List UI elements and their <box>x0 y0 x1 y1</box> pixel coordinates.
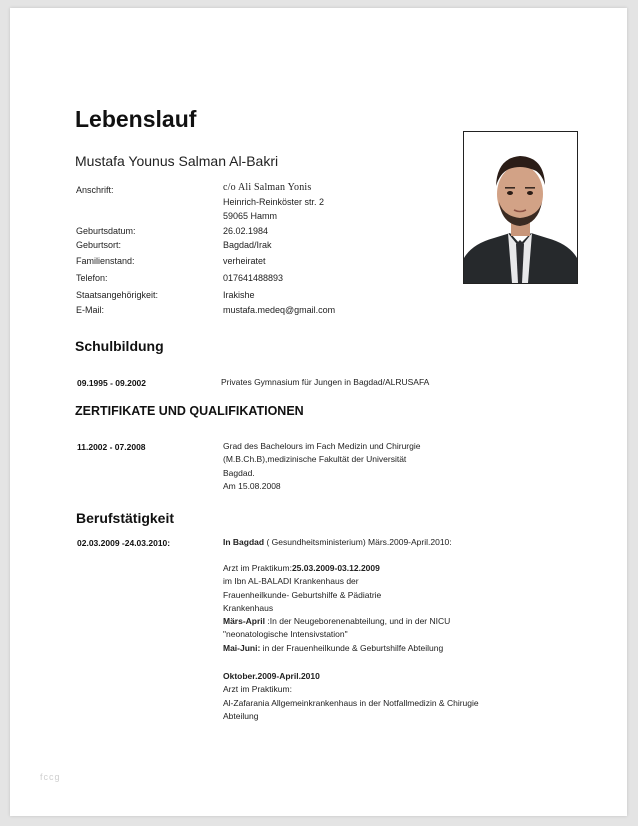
beruf-block-1 <box>223 562 450 655</box>
zertifikate-line: Am 15.08.2008 <box>223 480 281 491</box>
nationality-label: Staatsangehörigkeit: <box>76 290 159 300</box>
email-value: mustafa.medeq@gmail.com <box>223 305 336 315</box>
beruf-date: 02.03.2009 -24.03.2010: <box>77 538 171 548</box>
mai-text: in der Frauenheilkunde & Geburtshilfe Abteilung <box>260 642 444 653</box>
portrait-image <box>464 132 577 283</box>
section-heading-zertifikate: ZERTIFIKATE UND QUALIFIKATIONEN <box>75 404 304 418</box>
beruf-line: Krankenhaus <box>223 602 274 613</box>
beruf-intro-rest: ( Gesundheitsministerium) Märs.2009-April.2010: <box>264 537 452 547</box>
phone-value: 017641488893 <box>223 273 284 283</box>
address-line-3: 59065 Hamm <box>223 211 278 221</box>
birthplace-label: Geburtsort: <box>76 240 122 250</box>
beruf-line: Arzt im Praktikum: <box>223 684 292 695</box>
address-line-1: c/o Ali Salman Yonis <box>223 182 312 193</box>
cv-page <box>10 8 627 816</box>
applicant-photo <box>463 131 578 284</box>
birthplace-value: Bagdad/Irak <box>223 240 272 250</box>
section-heading-beruf: Berufstätigkeit <box>76 510 175 526</box>
beruf-line: Frauenheilkunde- Geburtshilfe & Pädiatrie <box>223 589 382 600</box>
marital-status-value: verheiratet <box>223 256 266 266</box>
beruf-intro <box>223 536 452 549</box>
zertifikate-line: Bagdad. <box>223 467 255 478</box>
praktikum-line <box>223 562 450 575</box>
marital-status-label: Familienstand: <box>76 256 135 266</box>
applicant-name: Mustafa Younus Salman Al-Bakri <box>75 153 279 169</box>
email-label: E-Mail: <box>76 305 105 315</box>
maers-text: :In der Neugeborenenabteilung, und in der NICU <box>265 616 451 627</box>
page-footer: fccg <box>40 772 61 782</box>
zertifikate-line: Grad des Bachelours im Fach Medizin und Chirurgie <box>223 441 421 451</box>
page-title: Lebenslauf <box>75 106 197 132</box>
praktikum-dates: 25.03.2009-03.12.2009 <box>291 563 380 573</box>
beruf-block-2-heading: Oktober.2009-April.2010 <box>223 671 320 681</box>
beruf-line: im Ibn AL-BALADI Krankenhaus der <box>223 576 359 587</box>
schulbildung-text: Privates Gymnasium für Jungen in Bagdad/ALRUSAFA <box>221 377 430 387</box>
address-label: Anschrift: <box>76 185 114 195</box>
zertifikate-line: (M.B.Ch.B),medizinische Fakultät der Universität <box>223 454 407 465</box>
beruf-line: Abteilung <box>223 710 259 721</box>
phone-label: Telefon: <box>76 273 108 283</box>
nationality-value: Irakishe <box>223 290 255 300</box>
praktikum-prefix: Arzt im Praktikum: <box>223 563 292 573</box>
section-heading-schulbildung: Schulbildung <box>75 338 164 354</box>
beruf-intro-bold: In Bagdad <box>223 537 265 547</box>
maers-line-2: "neonatologische Intensivstation" <box>223 629 348 640</box>
birthdate-value: 26.02.1984 <box>223 226 269 236</box>
schulbildung-date: 09.1995 - 09.2002 <box>77 378 147 388</box>
maers-line <box>223 615 450 628</box>
mai-line <box>223 642 450 655</box>
zertifikate-date: 11.2002 - 07.2008 <box>77 442 146 452</box>
zertifikate-text <box>223 440 420 493</box>
address-line-2: Heinrich-Reinköster str. 2 <box>223 197 325 207</box>
maers-label: Märs-April <box>223 616 266 627</box>
mai-label: Mai-Juni: <box>223 642 261 653</box>
birthdate-label: Geburtsdatum: <box>76 226 136 236</box>
beruf-block-2 <box>223 670 479 723</box>
beruf-line: Al-Zafarania Allgemeinkrankenhaus in der Notfallmedizin & Chirugie <box>223 697 479 708</box>
